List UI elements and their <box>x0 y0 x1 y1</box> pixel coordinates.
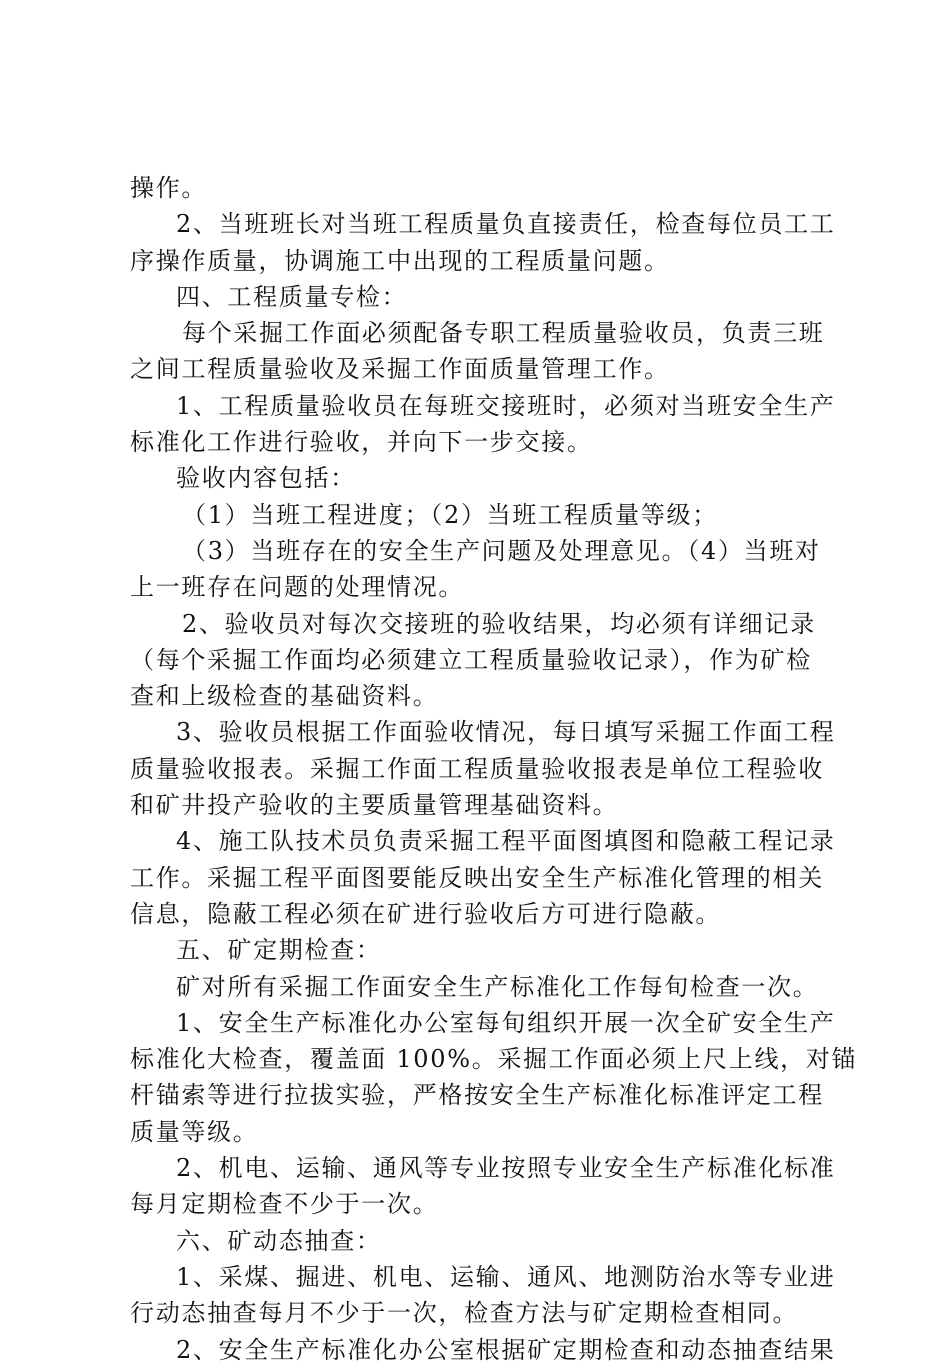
text-line: 杆锚索等进行拉拔实验，严格按安全生产标准化标准评定工程 <box>130 1081 824 1110</box>
text-line: 行动态抽查每月不少于一次，检查方法与矿定期检查相同。 <box>130 1299 799 1328</box>
text-line: 之间工程质量验收及采掘工作面质量管理工作。 <box>130 355 670 384</box>
text-line: 工作。采掘工程平面图要能反映出安全生产标准化管理的相关 <box>130 863 824 892</box>
text-line: 上一班存在问题的处理情况。 <box>130 573 465 602</box>
text-line: 矿对所有采掘工作面安全生产标准化工作每旬检查一次。 <box>176 972 819 1001</box>
text-line: 和矿井投产验收的主要质量管理基础资料。 <box>130 791 619 820</box>
document-body <box>130 170 858 1368</box>
text-line: 查和上级检查的基础资料。 <box>130 682 439 711</box>
text-line: 2、安全生产标准化办公室根据矿定期检查和动态抽查结果 <box>176 1335 836 1364</box>
section-heading: 四、工程质量专检： <box>176 282 408 311</box>
text-line: 2、验收员对每次交接班的验收结果，均必须有详细记录 <box>182 609 816 638</box>
text-line: 1、采煤、掘进、机电、运输、通风、地测防治水等专业进 <box>176 1262 836 1291</box>
text-line: 标准化工作进行验收，并向下一步交接。 <box>130 428 593 457</box>
text-line: 质量等级。 <box>130 1117 259 1146</box>
text-line: 2、当班班长对当班工程质量负直接责任，检查每位员工工 <box>176 210 836 239</box>
section-heading: 六、矿动态抽查： <box>176 1226 382 1255</box>
text-line: 1、工程质量验收员在每班交接班时，必须对当班安全生产 <box>176 391 836 420</box>
text-line: 1、安全生产标准化办公室每旬组织开展一次全矿安全生产 <box>176 1008 836 1037</box>
text-line: （每个采掘工作面均必须建立工程质量验收记录），作为矿检 <box>130 645 812 674</box>
text-line: （1）当班工程进度；（2）当班工程质量等级； <box>182 500 718 529</box>
text-line: 验收内容包括： <box>176 464 356 493</box>
text-line: （3）当班存在的安全生产问题及处理意见。（4）当班对 <box>182 536 821 565</box>
text-line: 每月定期检查不少于一次。 <box>130 1190 439 1219</box>
text-line: 信息，隐蔽工程必须在矿进行验收后方可进行隐蔽。 <box>130 899 722 928</box>
text-line: 标准化大检查，覆盖面 100%。采掘工作面必须上尺上线，对锚 <box>130 1045 858 1074</box>
text-line: 2、机电、运输、通风等专业按照专业安全生产标准化标准 <box>176 1154 836 1183</box>
section-heading: 五、矿定期检查： <box>176 936 382 965</box>
text-line: 3、验收员根据工作面验收情况，每日填写采掘工作面工程 <box>176 718 836 747</box>
text-line: 序操作质量，协调施工中出现的工程质量问题。 <box>130 246 670 275</box>
text-line: 4、施工队技术员负责采掘工程平面图填图和隐蔽工程记录 <box>176 827 836 856</box>
text-line: 操作。 <box>130 174 208 202</box>
text-line: 质量验收报表。采掘工作面工程质量验收报表是单位工程验收 <box>130 754 824 783</box>
text-line: 每个采掘工作面必须配备专职工程质量验收员，负责三班 <box>182 319 825 348</box>
